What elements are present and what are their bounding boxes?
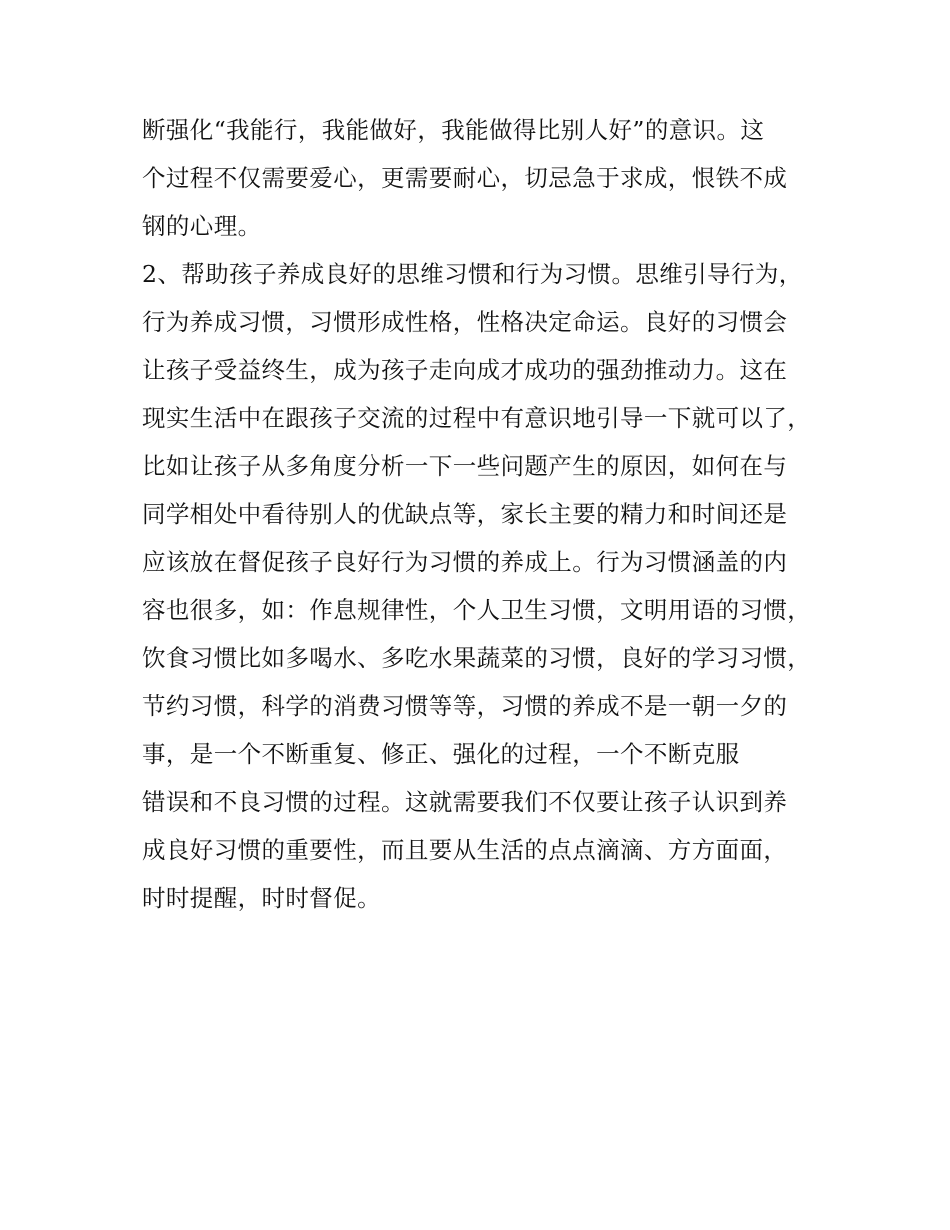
text-line-12: 饮食习惯比如多喝水、多吃水果蔬菜的习惯，良好的学习习惯， xyxy=(142,644,812,672)
text-line-9: 同学相处中看待别人的优缺点等，家长主要的精力和时间还是 xyxy=(142,500,788,528)
text-line-5: 行为养成习惯，习惯形成性格，性格决定命运。良好的习惯会 xyxy=(142,308,788,336)
text-line-6: 让孩子受益终生，成为孩子走向成才成功的强劲推动力。这在 xyxy=(142,356,788,384)
text-line-14: 事，是一个不断重复、修正、强化的过程，一个不断克服 xyxy=(142,740,740,768)
text-line-4: 2、帮助孩子养成良好的思维习惯和行为习惯。思维引导行为， xyxy=(142,260,803,288)
text-line-1: 断强化“我能行，我能做好，我能做得比别人好”的意识。这 xyxy=(142,116,765,144)
body-text xyxy=(142,106,842,922)
text-line-8: 比如让孩子从多角度分析一下一些问题产生的原因，如何在与 xyxy=(142,452,788,480)
text-line-10: 应该放在督促孩子良好行为习惯的养成上。行为习惯涵盖的内 xyxy=(142,548,788,576)
text-line-11: 容也很多，如：作息规律性，个人卫生习惯，文明用语的习惯， xyxy=(142,596,812,624)
text-line-2: 个过程不仅需要爱心，更需要耐心，切忌急于求成，恨铁不成 xyxy=(142,164,788,192)
text-line-13: 节约习惯，科学的消费习惯等等，习惯的养成不是一朝一夕的 xyxy=(142,692,788,720)
text-line-15: 错误和不良习惯的过程。这就需要我们不仅要让孩子认识到养 xyxy=(142,788,788,816)
text-line-3: 钢的心理。 xyxy=(142,212,262,240)
text-line-17: 时时提醒，时时督促。 xyxy=(142,884,381,912)
text-line-16: 成良好习惯的重要性，而且要从生活的点点滴滴、方方面面， xyxy=(142,836,788,864)
text-line-7: 现实生活中在跟孩子交流的过程中有意识地引导一下就可以了， xyxy=(142,404,812,432)
